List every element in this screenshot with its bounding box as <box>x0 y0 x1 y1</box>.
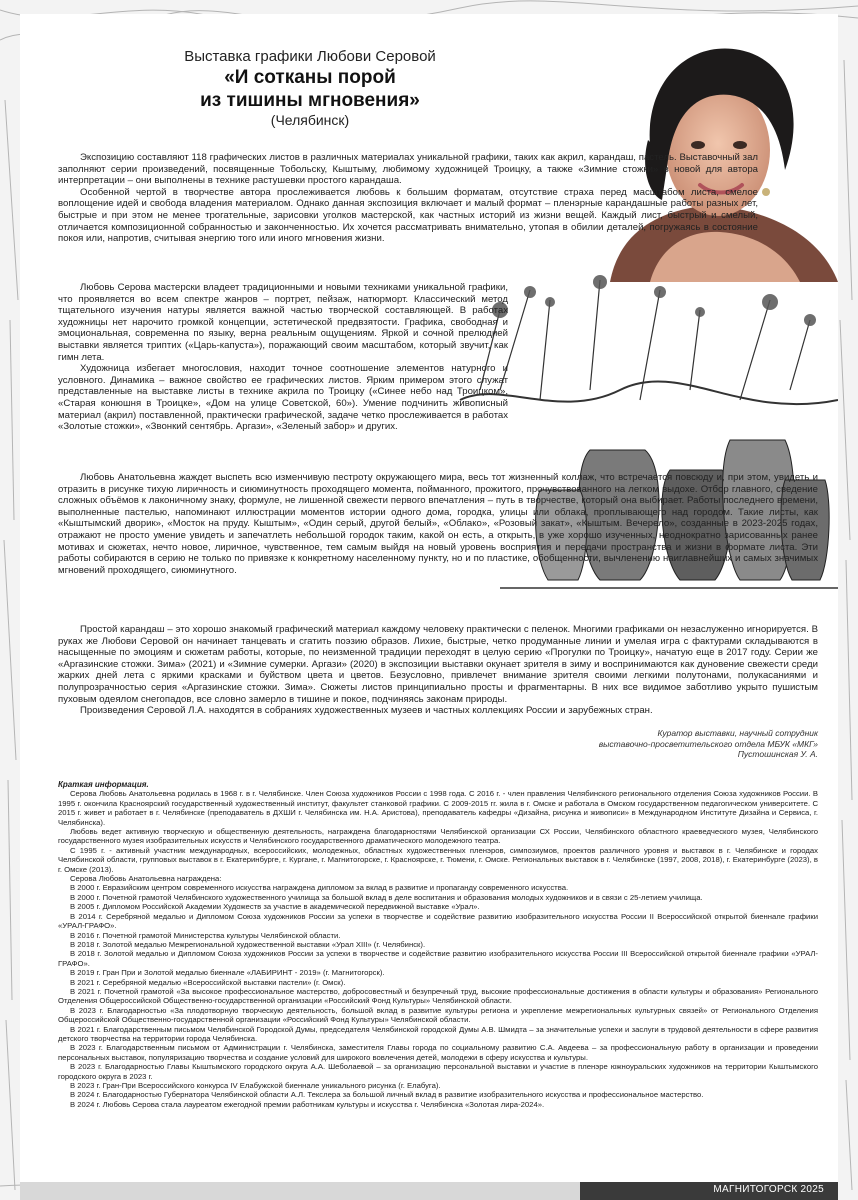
exhibition-title <box>140 48 480 129</box>
bio-item: В 2005 г. Дипломом Российской Академии Художеств за участие в академической передвижной выставке «Урал». <box>70 902 480 912</box>
paragraph-7: Произведения Серовой Л.А. находятся в собраниях художественных музеев и частных коллекциях России и зарубежных стран. <box>80 705 653 717</box>
bio-item: В 2023 г. Благодарностью «За плодотворную творческую деятельность, большой вклад в развитие культуры региона и укрепление межрегиональных культурных связей» от Регионального Отделения Общероссийской Общественно-государственной организации «Российский Фонд Культуры» Челябинской области. <box>58 1005 818 1025</box>
bio-item: В 2014 г. Серебряной медалью и Дипломом Союза художников России за успехи в творчестве и содействие развитию изобразительного искусства России II Всероссийской открытой биеннале графики «УРАЛ-ГРАФО». <box>58 911 818 931</box>
paragraph-pencil <box>58 624 818 717</box>
bio-item: В 2023 г. Благодарственным письмом от Администрации г. Челябинска, заместителя Главы города по социальному развитию С.А. Авдеева – за профессиональную работу в организации и проведении персональных выставок, популяризацию творчества и создание условий для широкого вовлечения детей, молодежи в сферу искусства и культуры. <box>58 1043 818 1062</box>
bio-item: В 2018 г. Золотой медалью и Дипломом Союза художников России за успехи в творчестве и содействие развитию изобразительного искусства России III Всероссийской открытой биеннале графики «УРАЛ-ГРАФО». <box>58 949 818 968</box>
paragraph-5: Любовь Анатольевна жаждет выcпеть всю изменчивую пестроту окружающего мира, весь тот жизненный коллаж, что встречается повсюду и, при этом, увидеть и отразить в рисунке тихую лиричность и сиюминутность проходящего момента, пойманного, прожитого, прочувствованного на легком выдохе. Отбор главного, сведение сложных объёмов к лаконичному знаку, формуле, не лишенной свежести первого впечатления – путь в творчестве, который она выбирает. Работы последнего времени, выполненные пастелью, напоминают иллюстрации моментов истории одного дома, городка, улицы или облака, проплывающего над городом. Такие листы, как «Кыштымский дворик», «Мосток на пруду. Кыштым», «Один серый, другой белый», «Облако», «Розовый закат», «Кыштым. Вечерело», созданные в 2023-2025 годах, отражают не просто умение увидеть и запечатлеть небольшой городок таким, какой он есть, а открыть, в уже хорошо изученных, неоднократно зарисованных ранее мотивах и сюжетах, нечто новое, лиричное, чувственное, тем самым выйдя на новый уровень восприятия и передачи пространства и жизни в формате листа. Эти работы собираются в серию не только по привязке к конкретному населенному пункту, но и по пластике, обобщенности, вычленению наиглавнейших и самых значимых мгновений проходящего, сиюминутного. <box>58 472 818 576</box>
bio-item: Серова Любовь Анатольевна родилась в 1968 г. в г. Челябинске. Член Союза художников России с 1998 года. С 2016 г. - член правления Челябинского регионального отделения Союза художников России. В 1995 г. окончила Красноярский государственный художественный институт, факультет станковой графики. С 2009-2015 гг. жила в г. Омске и работала в Омском государственном педагогическом университете. С 2015 г. живет и работает в г. Челябинске (преподаватель в ДХШИ г. Челябинска им. Н.А. Аристова), преподаватель кафедры «Дизайна, рисунка и живописи» в Международном Институте Дизайна и Сервиса, г. Челябинска). <box>58 789 818 827</box>
signature-line-2: выставочно-просветительского отдела МБУК «МКГ» <box>598 738 818 749</box>
bio-item: С 1995 г. - активный участник международных, всероссийских, молодежных, областных художественных пленэров, симпозиумов, проектов различного уровня и выставок в г. Челябинске и городах Челябинской области, групповых выставок в г. Екатеринбурге, г. Кургане, г. Магнитогорске, г. Красноярске, г. Тюмени, г. Омске. Региональных выставок в г. Челябинске (1997, 2008, 2018), г. Екатеринбурге (2023), в г. Омске (2013). <box>58 845 818 874</box>
bio-item: В 2024 г. Благодарностью Губернатора Челябинской области А.Л. Текслера за большой личный вклад в развитие изобразительного искусства и профессиональное мастерство. <box>70 1090 704 1100</box>
title-main-line-2: из тишины мгновения» <box>200 90 420 111</box>
bio-item: В 2018 г. Золотой медалью Межрегиональной художественной выставки «Урал XIII» (г. Челябинск). <box>70 939 426 949</box>
footer-city-year: МАГНИТОГОРСК 2025 <box>713 1184 824 1195</box>
bio-item: В 2019 г. Гран При и Золотой медалью биеннале «ЛАБИРИНТ - 2019» (г. Магнитогорск). <box>70 968 385 978</box>
bio-item: В 2000 г. Евразийским центром современного искусства награждена дипломом за вклад в развитие и пропаганду современного искусства. <box>70 883 569 893</box>
paragraph-3: Любовь Серова мастерски владеет традиционными и новыми техниками уникальной графики, что проявляется во всем спектре жанров – портрет, пейзаж, натюрморт. Классический метод тщательного изучения натуры является важной частью творческой составляющей. В работах художницы нет нарочито громкой концепции, эстетической предвзятости. Графика, свободная и эмоциональная, современна по языку, верна реальным ощущениям. Яркой и сочной прелюдией выставки является триптих («Царь-капуста»), поражающий своим масштабом, который звучит, как гимн лета. <box>58 282 508 363</box>
bio-item: В 2000 г. Почетной грамотой Челябинского художественного училища за большой вклад в деле воспитания и образования молодых художников и в связи с 25-летием училища. <box>70 892 703 902</box>
bio-item: В 2024 г. Любовь Серова стала лауреатом ежегодной премии работникам культуры и искусства г. Челябинска «Золотая лира-2024». <box>70 1099 545 1109</box>
paragraph-techniques <box>58 282 508 433</box>
bio-item: Любовь ведет активную творческую и общественную деятельность, награждена благодарностями Челябинской организации СХ России, Челябинского областного краеведческого музея, Челябинского государственного музея изобразительных искусств и Челябинского государственного драматического молодежного театра. <box>58 827 818 846</box>
curator-signature <box>560 728 818 760</box>
title-subtitle: Выставка графики Любови Серовой <box>184 48 436 65</box>
bio-item: Серова Любовь Анатольевна награждена: <box>70 874 222 884</box>
brief-info-section <box>58 780 818 1109</box>
title-main-line-1: «И сотканы порой <box>224 67 396 88</box>
bio-item: В 2021 г. Почетной грамотой «За высокое профессиональное мастерство, добросовестный и безупречный труд, высокие профессиональные достижения в области культуры и образования» Регионального Отделения Общероссийской Общественно-государственной организации «Российский Фонд Культуры» Челябинской области. <box>58 986 818 1006</box>
bio-item: В 2021 г. Серебряной медалью «Всероссийской выставки пастели» (г. Омск). <box>70 977 346 987</box>
paragraph-2: Особенной чертой в творчестве автора прослеживается любовь к большим форматам, отсутствие страха перед масштабом листа, смелое воплощение идей и свобода владения материалом. Однако данная экспозиция включает и малый формат – пленэрные карандашные работы разных лет, быстрые и при этом не менее трогательные, зарисовки уголков мастерской, как частных историй из жизни вещей. Каждый лист, быстрый и смелый, отличается композиционной собранностью и законченностью. Их хочется рассматривать внимательно, утопая в обилии деталей, погружаясь в состояние покоя или, напротив, считывая энергию того или иного мгновения жизни. <box>58 186 758 245</box>
intro-paragraphs <box>58 152 758 245</box>
signature-line-1: Куратор выставки, научный сотрудник <box>657 728 818 738</box>
title-city: (Челябинск) <box>270 112 350 128</box>
paragraph-6: Простой карандаш – это хорошо знакомый графический материал каждому человеку практически с пеленок. Многими графиками он незаслуженно игнорируется. В руках же Любови Серовой он начинает танцевать и сгатить поэзию образов. Лихие, быстрые, четко продуманные линии и умелая игра с фактурами складываются в насыщенные по эмоциям и сюжетам работы, которые, по неизменной традиции переходят в целую серию «Прогулки по Троицку», начатую еще в 2017 году. Серии же «Аргазинские стожки. Зима» (2021) и «Зимние сумерки. Аргази» (2020) в экспозиции выставки окунает зрителя в зиму и воспринимаются как дуновение свежести среди жарких дней лета с яркими красками и буйством цвета и цветов. Безусловно, привлечет внимание зрителя своими легкими полутонами, полукасаниями и полупрозрачностью серия «Аргазинские стожки. Зима». Сюжеты листов принципиально просты и фрагментарны. В них все видимое заботливо укрыто пушистым пуховым одеялом снегопадов, все словно замерло в тишине и покое, подчиняясь законам природы. <box>58 624 818 705</box>
bio-item: В 2021 г. Благодарственным письмом Челябинской Городской Думы, председателя Челябинской городской Думы А.В. Шмидта – за значительные успехи и заслуги в трудовой деятельности в сфере развития детского творчества на территории города Челябинска. <box>58 1024 818 1043</box>
bio-item: В 2016 г. Почетной грамотой Министерства культуры Челябинской области. <box>70 930 341 940</box>
paragraph-1: Экспозицию составляют 118 графических листов в различных материалах уникальной графики, таких как акрил, карандаш, пастель. Выставочный зал заполняют серии произведений, посвященные Тобольску, Кыштыму, любимому художницей Троицку, а также «Зимние стожки» в новой для автора интерпретации – они выполнены в технике растушевки простого карандаша. <box>58 152 758 187</box>
signature-line-3: Пустошинская У. А. <box>737 749 818 759</box>
bio-item: В 2023 г. Гран-При Всероссийского конкурса IV Елабужской биеннале уникального рисунка (г. Елабуга). <box>70 1081 441 1090</box>
bio-item: В 2023 г. Благодарностью Главы Кыштымского городского округа А.А. Шеболаевой – за организацию персональной выставки и участие в пленэре южноуральских художников на территории Кыштымского городского округа в 2023 г. <box>58 1062 818 1081</box>
paragraph-pastel <box>58 472 818 576</box>
brief-info-heading: Краткая информация. <box>58 780 149 789</box>
paragraph-4: Художница избегает многословия, находит точное соотношение элементов натурного и условного. Динамика – важное свойство ее графических листов. Ярким примером этого служат представленные на выставке листы в технике акрила по Троицку («Синее небо над Троицком», «Старая конюшня в Троицке», «Дом на улице Советской, 60»). Умение подчинить живописный материал (акрил) поставленной, практически графической, задаче четко прослеживается в работах «Золотые стожки», «Звонкий сентябрь. Аргази», «Зеленый забор» и других. <box>58 363 508 433</box>
